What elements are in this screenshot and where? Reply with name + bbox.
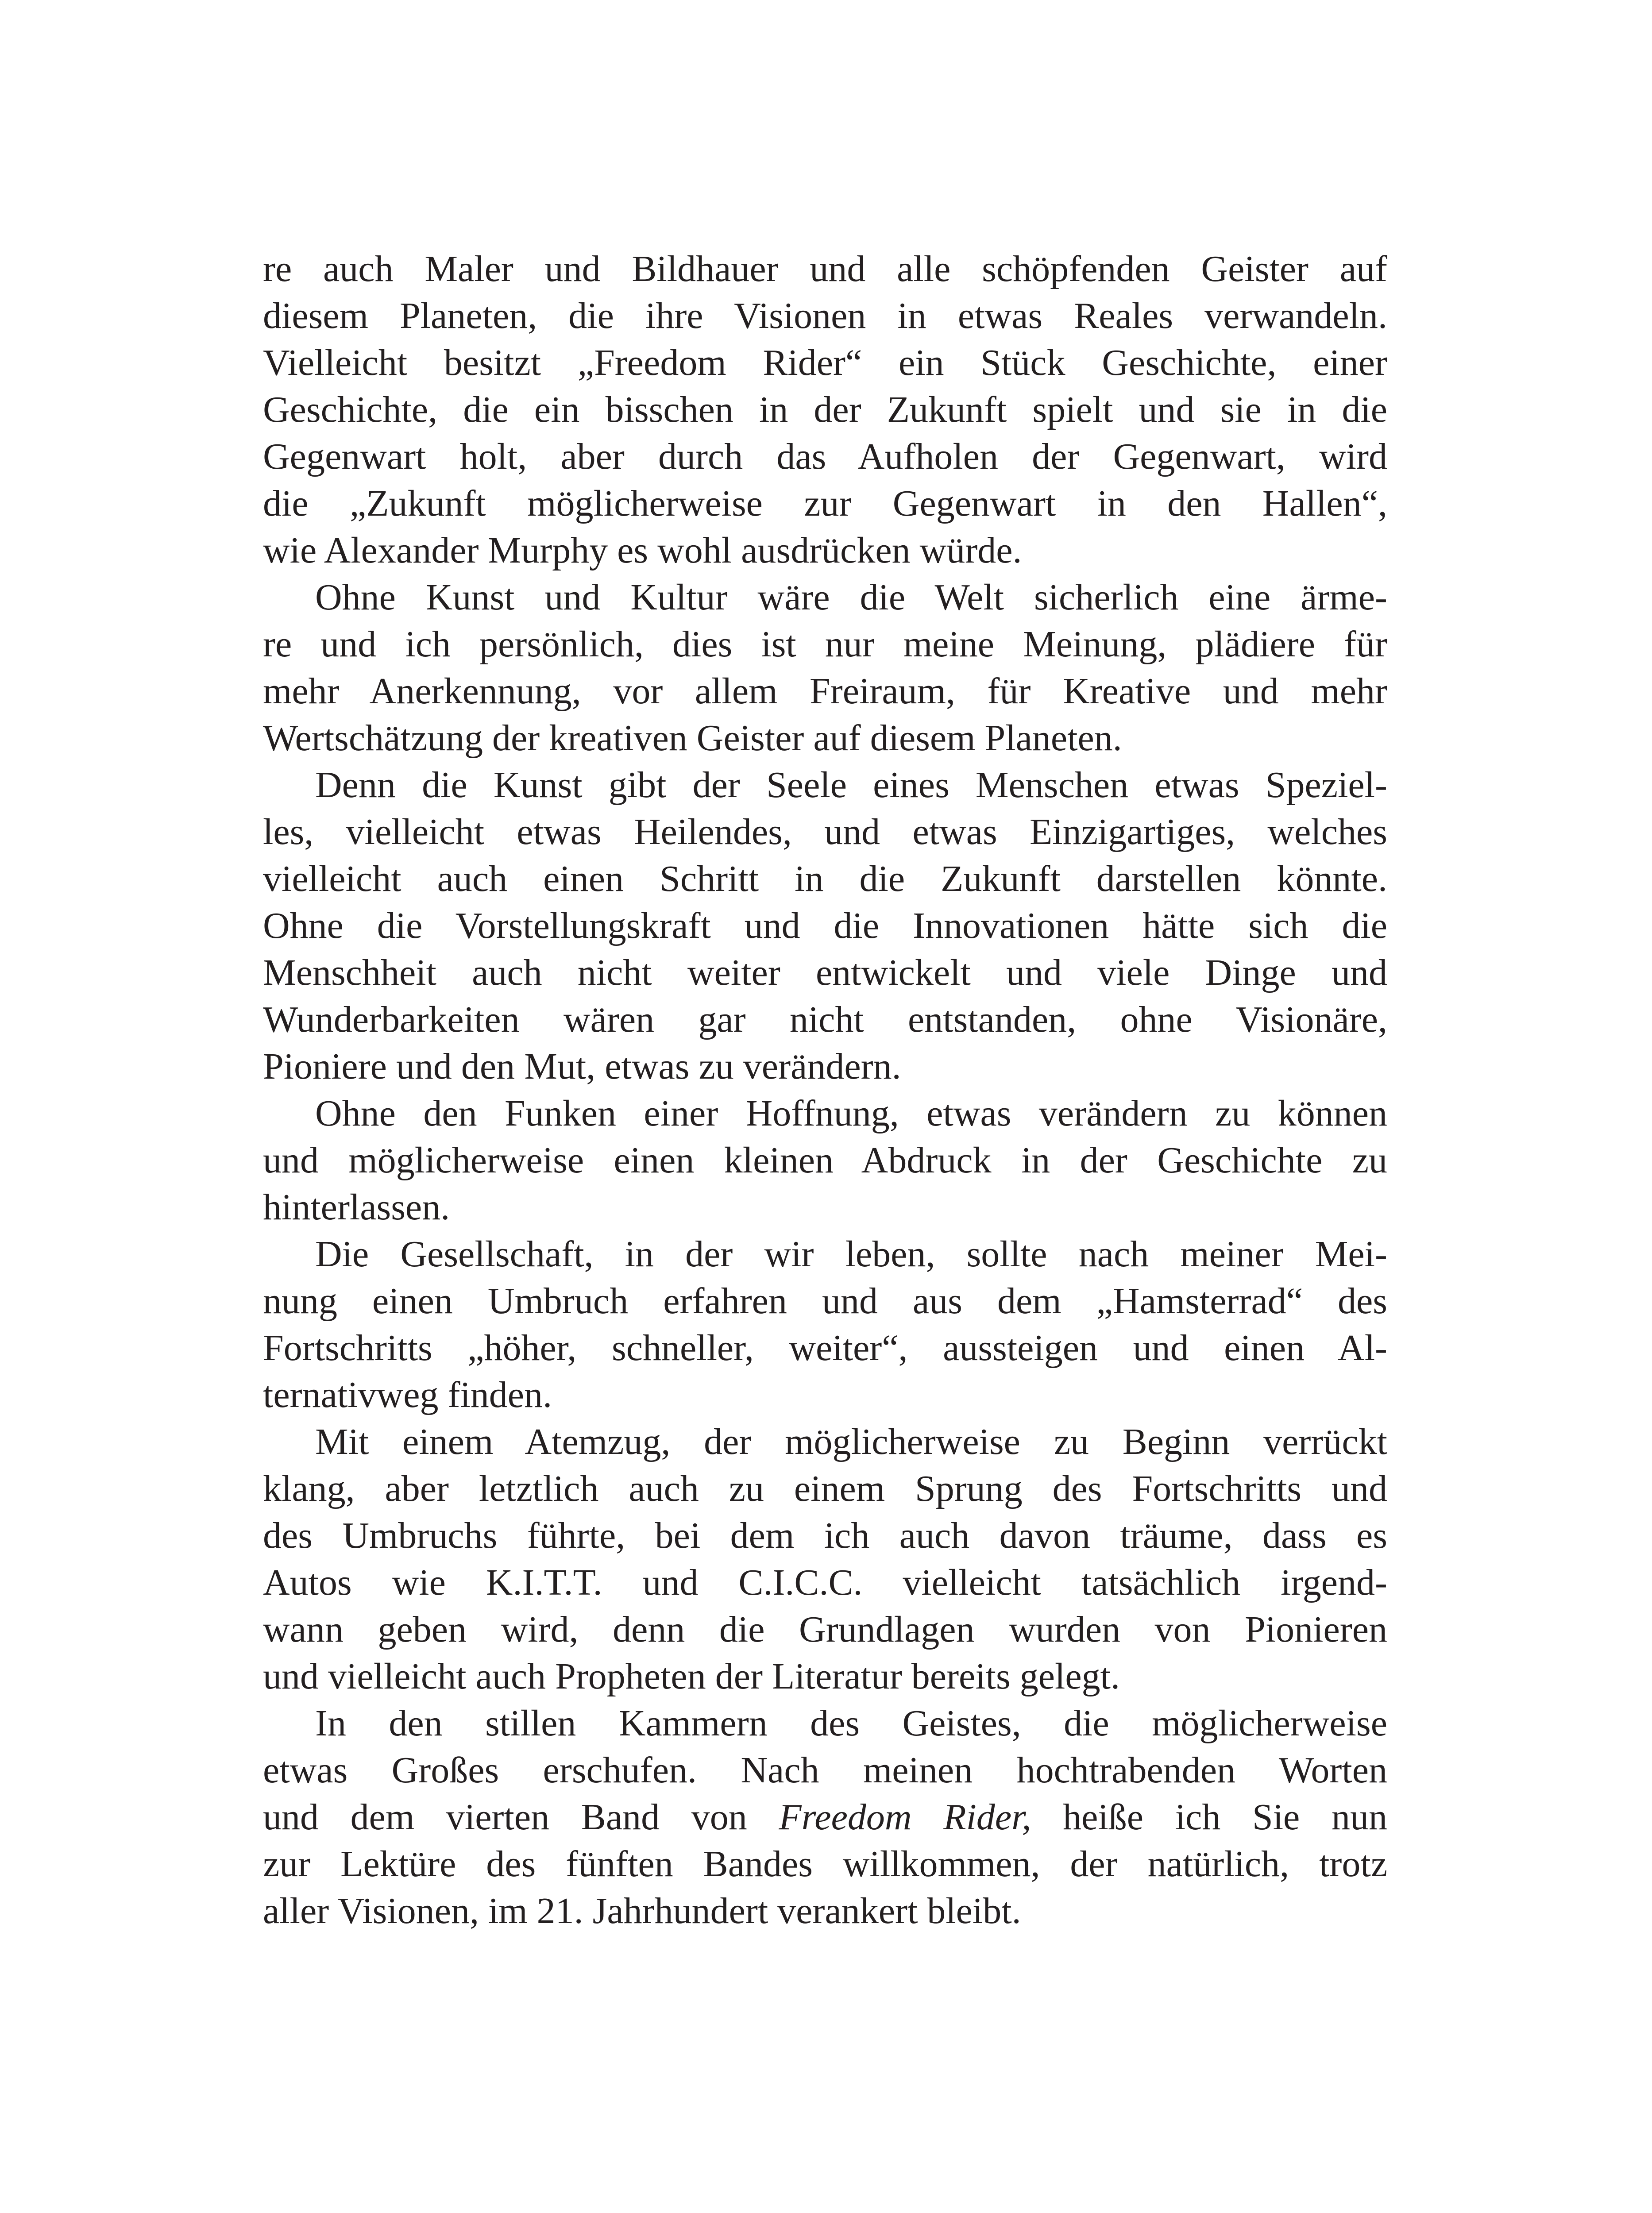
text-line: wann geben wird, denn die Grundlagen wurden von Pionieren [263, 1609, 1387, 1650]
text-line: diesem Planeten, die ihre Visionen in etwas Reales verwandeln. [263, 295, 1387, 336]
text-line: Ohne Kunst und Kultur wäre die Welt sicherlich eine ärme- [315, 577, 1387, 618]
text-line: re auch Maler und Bildhauer und alle schöpfenden Geister auf [263, 248, 1387, 289]
text-line: ternativweg finden. [263, 1374, 552, 1415]
book-title: Freedom Rider, [779, 1797, 1031, 1838]
text-line: Pioniere und den Mut, etwas zu verändern. [263, 1046, 901, 1087]
text-line: klang, aber letztlich auch zu einem Sprung des Fortschritts und [263, 1468, 1387, 1509]
paragraph-3 [263, 762, 1387, 1090]
text-line: die „Zukunft möglicherweise zur Gegenwart in den Hallen“, [263, 483, 1387, 524]
text-line-with-title [263, 1794, 1387, 1841]
text-line: Wunderbarkeiten wären gar nicht entstanden, ohne Visionäre, [263, 999, 1387, 1040]
text-run: heiße ich Sie nun [1031, 1797, 1387, 1838]
text-line: nung einen Umbruch erfahren und aus dem „Hamsterrad“ des [263, 1280, 1387, 1322]
text-line: zur Lektüre des fünften Bandes willkommen, der natürlich, trotz [263, 1843, 1387, 1885]
text-line: Gegenwart holt, aber durch das Aufholen der Gegenwart, wird [263, 436, 1387, 477]
text-line: und möglicherweise einen kleinen Abdruck in der Geschichte zu [263, 1140, 1387, 1181]
paragraph-7 [263, 1700, 1387, 1935]
text-line: Menschheit auch nicht weiter entwickelt und viele Dinge und [263, 952, 1387, 993]
text-line: mehr Anerkennung, vor allem Freiraum, für Kreative und mehr [263, 671, 1387, 712]
text-line: des Umbruchs führte, bei dem ich auch davon träume, dass es [263, 1515, 1387, 1556]
text-line: Ohne den Funken einer Hoffnung, etwas verändern zu können [315, 1093, 1387, 1134]
text-line: Mit einem Atemzug, der möglicherweise zu Beginn verrückt [315, 1421, 1387, 1462]
text-line: Wertschätzung der kreativen Geister auf diesem Planeten. [263, 717, 1122, 759]
text-line: wie Alexander Murphy es wohl ausdrücken würde. [263, 530, 1022, 571]
paragraph-2 [263, 574, 1387, 762]
text-line: Vielleicht besitzt „Freedom Rider“ ein Stück Geschichte, einer [263, 342, 1387, 383]
text-line: In den stillen Kammern des Geistes, die möglicherweise [315, 1703, 1387, 1744]
text-line: Autos wie K.I.T.T. und C.I.C.C. vielleicht tatsächlich irgend- [263, 1562, 1387, 1603]
paragraph-5 [263, 1231, 1387, 1419]
text-run: und dem vierten Band von [263, 1797, 779, 1838]
paragraph-1 [263, 246, 1387, 574]
text-line: Denn die Kunst gibt der Seele eines Menschen etwas Speziel- [315, 764, 1387, 806]
text-line: Ohne die Vorstellungskraft und die Innovationen hätte sich die [263, 905, 1387, 946]
text-line: vielleicht auch einen Schritt in die Zukunft darstellen könnte. [263, 858, 1387, 899]
text-line: Geschichte, die ein bisschen in der Zukunft spielt und sie in die [263, 389, 1387, 430]
text-line: les, vielleicht etwas Heilendes, und etwas Einzigartiges, welches [263, 811, 1387, 852]
text-line: aller Visionen, im 21. Jahrhundert verankert bleibt. [263, 1890, 1021, 1932]
paragraph-4 [263, 1090, 1387, 1231]
text-line: hinterlassen. [263, 1187, 450, 1228]
text-line: Fortschritts „höher, schneller, weiter“, aussteigen und einen Al- [263, 1327, 1387, 1369]
paragraph-6 [263, 1419, 1387, 1700]
text-line: etwas Großes erschufen. Nach meinen hochtrabenden Worten [263, 1750, 1387, 1791]
text-line: re und ich persönlich, dies ist nur meine Meinung, plädiere für [263, 624, 1387, 665]
text-line: Die Gesellschaft, in der wir leben, sollte nach meiner Mei- [315, 1234, 1387, 1275]
body-text [263, 246, 1387, 1935]
text-line: und vielleicht auch Propheten der Literatur bereits gelegt. [263, 1656, 1120, 1697]
